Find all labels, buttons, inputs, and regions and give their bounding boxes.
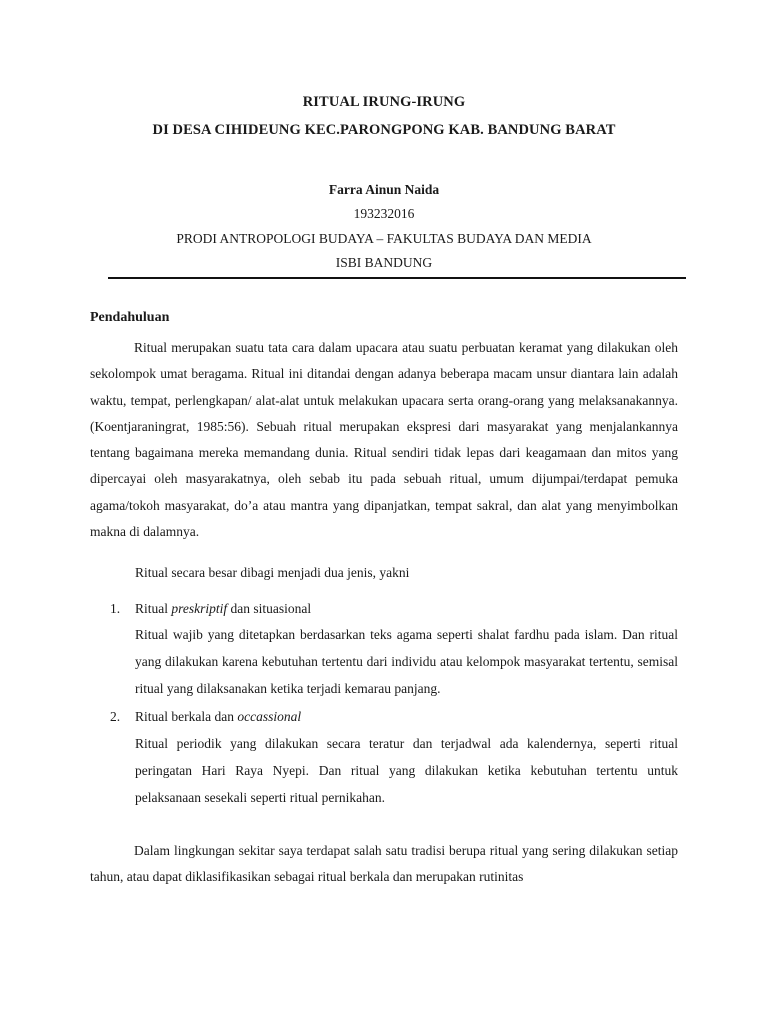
document-title: RITUAL IRUNG-IRUNG — [302, 94, 466, 110]
document-subtitle: DI DESA CIHIDEUNG KEC.PARONGPONG KAB. BANDUNG BARAT — [152, 122, 616, 138]
institution-name: ISBI BANDUNG — [335, 255, 433, 270]
header-divider — [108, 277, 686, 279]
paragraph-context: Dalam lingkungan sekitar saya terdapat salah satu tradisi berupa ritual yang sering dilakukan setiap tahun, atau dapat diklasifikasikan sebagai ritual berkala dan merupakan rutinitas — [90, 843, 678, 885]
student-id: 193232016 — [353, 206, 415, 221]
list-item-heading: Ritual preskriptif dan situasional — [135, 601, 312, 616]
author-name: Farra Ainun Naida — [328, 182, 440, 197]
section-heading: Pendahuluan — [90, 310, 170, 325]
list-item-body: Ritual periodik yang dilakukan secara teratur dan terjadwal ada kalendernya, seperti ritual peringatan Hari Raya Nyepi. Dan ritual yang dilakukan ketika kebutuhan tertentu untuk pelaksanaan sesekali seperti ritual pernikahan. — [135, 736, 678, 805]
list-number: 1. — [110, 601, 121, 616]
list-number: 2. — [110, 709, 121, 724]
program-name: PRODI ANTROPOLOGI BUDAYA – FAKULTAS BUDAYA DAN MEDIA — [176, 231, 592, 246]
list-item-heading: Ritual berkala dan occassional — [135, 709, 302, 724]
list-item-body: Ritual wajib yang ditetapkan berdasarkan teks agama seperti shalat fardhu pada islam. Dan ritual yang dilakukan karena kebutuhan tertentu dari individu atau kelompok masyarakat tertentu, semisal ritual yang dilaksanakan ketika terjadi kemarau panjang. — [135, 627, 678, 696]
paragraph-intro: Ritual merupakan suatu tata cara dalam upacara atau suatu perbuatan keramat yang dilakukan oleh sekolompok umat beragama. Ritual ini ditandai dengan adanya beberapa macam unsur diantara lain adalah waktu, tempat, perlengkapan/ alat-alat untuk melakukan upacara serta orang-orang yang melaksanakannya. (Koentjaraningrat, 1985:56). Sebuah ritual merupakan ekspresi dari masyarakat yang menjalankannya tentang bagaimana mereka memandang dunia. Ritual sendiri tidak lepas dari keagamaan dan mitos yang dipercayai oleh masyarakatnya, oleh sebab itu pada sebuah ritual, umum dijumpai/terdapat pemuka agama/tokoh masyarakat, do’a atau mantra yang dipanjatkan, tempat sakral, dan alat yang menyimbolkan makna di dalamnya. — [90, 340, 678, 540]
list-intro: Ritual secara besar dibagi menjadi dua jenis, yakni — [135, 565, 410, 580]
